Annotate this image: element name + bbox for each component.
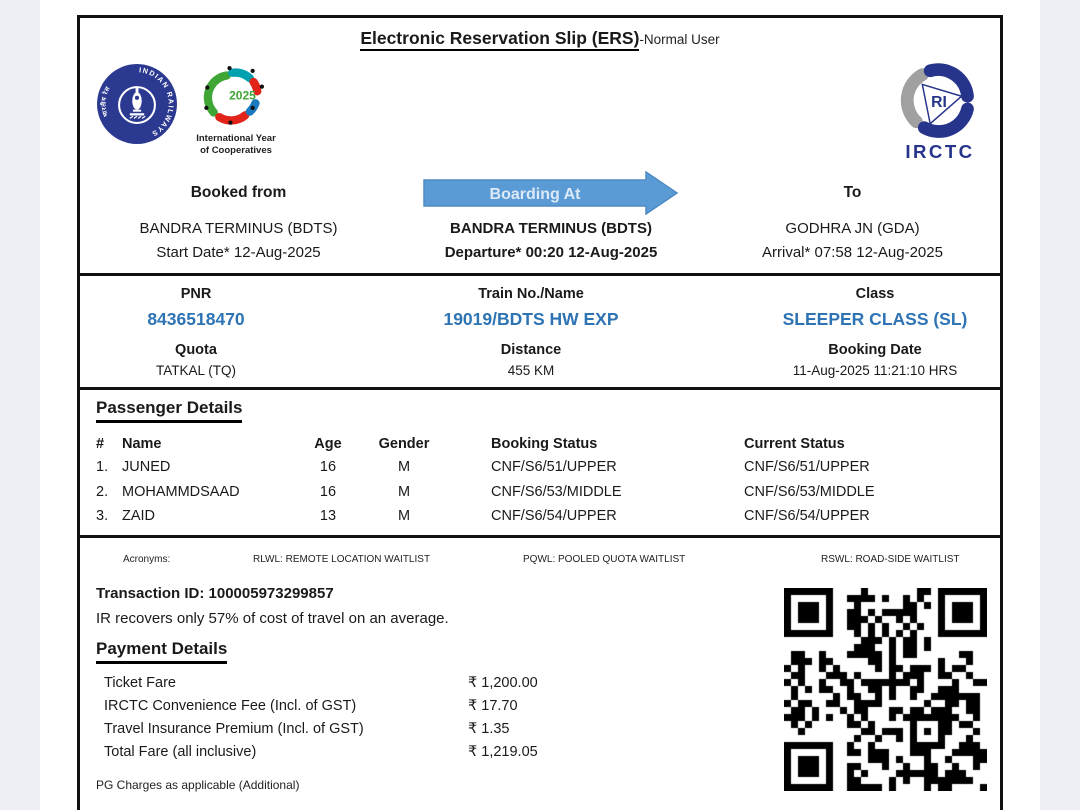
ers-slip <box>77 15 1003 810</box>
qr-code <box>784 588 987 791</box>
passenger-name: MOHAMMDSAAD <box>122 483 240 500</box>
col-header-gender: Gender <box>378 436 430 452</box>
quota-value: TATKAL (TQ) <box>156 363 236 378</box>
table-row <box>96 480 984 505</box>
payment-amount: ₹ 1,200.00 <box>468 674 538 691</box>
passenger-table <box>96 433 984 535</box>
passenger-details-heading: Passenger Details <box>96 398 242 423</box>
indian-railways-hindi-text: भारतीय रेल <box>100 85 112 118</box>
train-value: 19019/BDTS HW EXP <box>443 309 619 329</box>
boarding-arrow-icon <box>423 171 679 215</box>
passenger-age: 13 <box>319 508 337 524</box>
document-page <box>40 0 1040 810</box>
passenger-table-header <box>96 433 984 455</box>
class-label: Class <box>855 286 895 302</box>
pnr-label: PNR <box>180 286 212 302</box>
indian-railways-logo-icon <box>96 63 178 145</box>
passenger-no: 1. <box>96 459 109 475</box>
train-column <box>296 284 766 381</box>
coop-logo-line2: of Cooperatives <box>200 145 272 156</box>
passenger-current-status: CNF/S6/54/UPPER <box>744 508 870 524</box>
payment-label: Ticket Fare <box>104 674 176 691</box>
boarding-at-label: Boarding At <box>489 186 581 203</box>
class-value: SLEEPER CLASS (SL) <box>782 309 968 329</box>
passenger-details-heading-row <box>96 398 984 423</box>
to-station: GODHRA JN (GDA) <box>785 220 920 237</box>
irctc-logo <box>890 55 990 168</box>
irctc-wordmark: IRCTC <box>905 141 975 163</box>
class-column <box>766 284 984 381</box>
boarding-arrow-wrap <box>381 171 721 215</box>
distance-value: 455 KM <box>507 363 555 378</box>
pnr-column <box>96 284 296 381</box>
train-label: Train No./Name <box>478 286 584 302</box>
payment-row <box>96 741 656 764</box>
booking-date-value: 11-Aug-2025 11:21:10 HRS <box>792 363 958 378</box>
booked-from-column <box>96 171 381 265</box>
irctc-logo-icon <box>890 55 990 163</box>
passenger-no: 2. <box>96 483 109 500</box>
quota-label: Quota <box>175 342 217 358</box>
payment-row <box>96 718 656 741</box>
passenger-gender: M <box>397 459 411 475</box>
col-header-name: Name <box>122 436 162 452</box>
payment-amount: ₹ 1.35 <box>468 720 510 737</box>
passenger-gender: M <box>397 508 411 524</box>
passenger-gender: M <box>397 483 411 500</box>
payment-row <box>96 672 656 695</box>
divider <box>80 387 1000 390</box>
acronym-rswl: RSWL: ROAD-SIDE WAITLIST <box>821 553 960 565</box>
payment-details-heading: Payment Details <box>96 639 227 664</box>
page-title-row <box>96 28 984 49</box>
boarding-station: BANDRA TERMINUS (BDTS) <box>450 220 652 237</box>
coop-2025-logo <box>171 61 301 156</box>
passenger-age: 16 <box>319 483 337 500</box>
payment-amount: ₹ 1,219.05 <box>468 743 538 760</box>
passenger-booking-status: CNF/S6/54/UPPER <box>491 508 617 524</box>
payment-amount: ₹ 17.70 <box>468 697 518 714</box>
boarding-at-column <box>381 171 721 265</box>
acronyms-label: Acronyms: <box>123 553 171 565</box>
distance-label: Distance <box>500 342 562 358</box>
passenger-name: JUNED <box>122 459 171 475</box>
page-title-suffix: -Normal User <box>639 32 720 47</box>
col-header-booking-status: Booking Status <box>491 436 598 452</box>
col-header-no: # <box>96 436 105 452</box>
coop-logo-line1: International Year <box>196 133 276 144</box>
pnr-value: 8436518470 <box>147 309 245 329</box>
passenger-name: ZAID <box>122 508 156 524</box>
acronyms-row <box>96 538 984 572</box>
arrival-date: Arrival* 07:58 12-Aug-2025 <box>762 244 943 261</box>
ir-recovery-note: IR recovers only 57% of cost of travel on an average. <box>96 609 449 627</box>
col-header-age: Age <box>314 436 342 452</box>
page-title: Electronic Reservation Slip (ERS) <box>360 28 639 51</box>
booked-from-station: BANDRA TERMINUS (BDTS) <box>139 220 338 237</box>
departure-date: Departure* 00:20 12-Aug-2025 <box>444 244 658 261</box>
acronym-rlwl: RLWL: REMOTE LOCATION WAITLIST <box>253 553 431 565</box>
payment-row <box>96 695 656 718</box>
pg-charges-note: PG Charges as applicable (Additional) <box>96 777 300 792</box>
irctc-monogram-text: RI <box>931 94 947 112</box>
payment-label: Travel Insurance Premium (Incl. of GST) <box>104 720 364 737</box>
coop-2025-logo-icon <box>199 61 273 127</box>
col-header-current-status: Current Status <box>744 436 845 452</box>
passenger-current-status: CNF/S6/51/UPPER <box>744 459 870 475</box>
to-label: To <box>843 184 862 201</box>
start-date: Start Date* 12-Aug-2025 <box>156 244 321 261</box>
indian-railways-curved-text: INDIAN RAILWAYS <box>138 66 175 138</box>
payment-table <box>96 672 656 764</box>
booking-section <box>96 276 984 387</box>
transaction-id: Transaction ID: 100005973299857 <box>96 584 334 602</box>
coop-year-text: 2025 <box>229 88 256 103</box>
passenger-current-status: CNF/S6/53/MIDDLE <box>744 483 875 500</box>
booked-from-label: Booked from <box>190 184 287 201</box>
passenger-age: 16 <box>319 459 337 475</box>
passenger-no: 3. <box>96 508 109 524</box>
logo-row <box>96 49 984 163</box>
journey-section <box>96 171 984 265</box>
to-column <box>721 171 984 265</box>
passenger-booking-status: CNF/S6/51/UPPER <box>491 459 617 475</box>
booking-date-label: Booking Date <box>828 342 922 358</box>
table-row <box>96 504 984 529</box>
payment-label: Total Fare (all inclusive) <box>104 743 257 760</box>
payment-label: IRCTC Convenience Fee (Incl. of GST) <box>104 697 357 714</box>
passenger-booking-status: CNF/S6/53/MIDDLE <box>491 483 622 500</box>
table-row <box>96 455 984 480</box>
acronym-pqwl: PQWL: POOLED QUOTA WAITLIST <box>523 553 686 565</box>
